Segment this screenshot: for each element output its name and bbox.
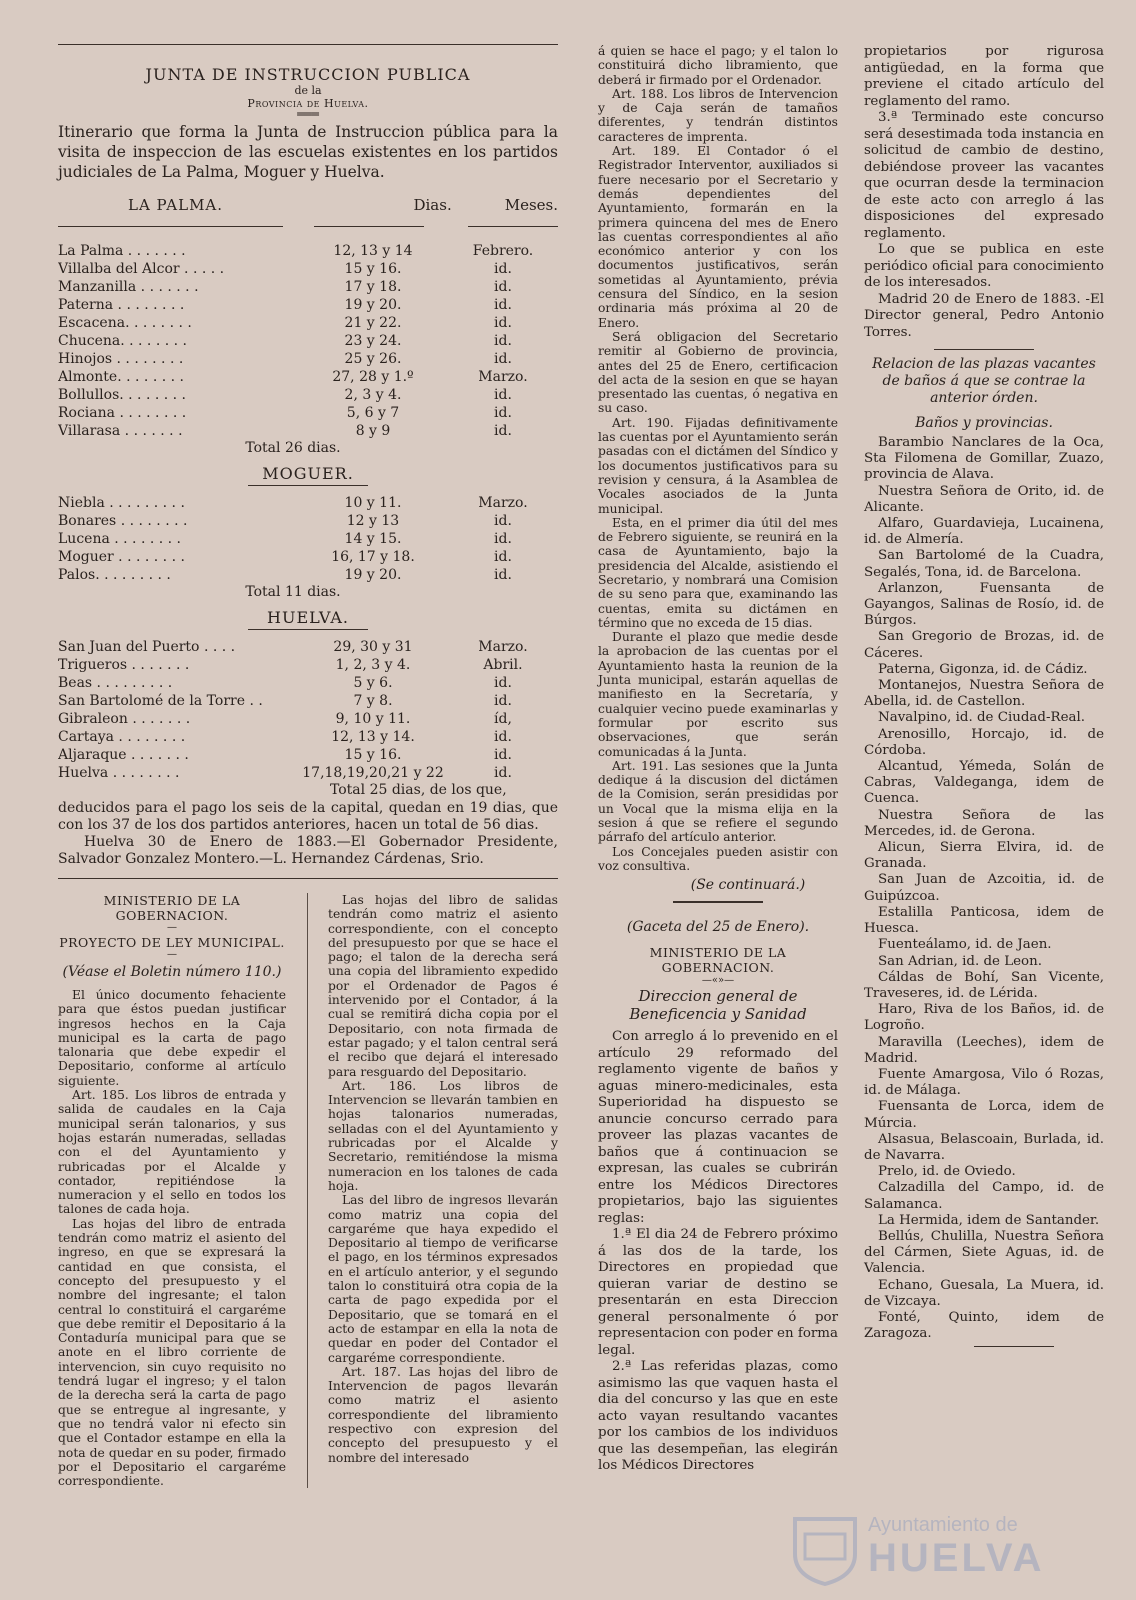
month-cell: id. [494,351,512,367]
month-cell: Marzo. [478,639,528,655]
days-cell: 14 y 15. [344,531,402,547]
place-cell: San Bartolomé de la Torre . . [58,693,263,709]
month-cell: Febrero. [472,243,534,259]
moguer-title: MOGUER. [262,464,354,483]
paragraph: Será obligacion del Secretario remitir al Gobierno de provincia, antes del 25 de Enero, certificacion del acta de la sesion en que se hayan presentado las cuentas, ó negativa en su caso. [598,329,838,416]
itinerary-signature: Huelva 30 de Enero de 1883.—El Gobernador Presidente, Salvador Gonzalez Montero.—L. Hernandez Cárdenas, Srio. [58,834,558,867]
itinerary-row [58,692,558,710]
itinerary-row [58,566,558,584]
month-cell: id. [494,297,512,313]
itinerary-row [58,548,558,566]
beneficencia-text [598,1029,838,1475]
place-cell: Beas . . . . . . . . . [58,675,173,691]
paragraph: Fuensanta de Lorca, idem de Múrcia. [864,1099,1104,1131]
days-cell: 15 y 16. [344,261,402,277]
watermark-line1: Ayuntamiento de [868,1514,1018,1536]
days-cell: 27, 28 y 1.º [332,369,414,385]
beneficencia-text-continued [864,44,1104,341]
paragraph: Esta, en el primer dia útil del mes de Febrero siguiente, se reunirá en la casa de Ayuntamiento, bajo la presidencia del Alcalde, asistiendo el Secretario, y nombrará una Comision de su seno para que, examinando las cuentas, emita su dictámen en término que no exceda de 15 dias. [598,515,838,630]
days-cell: 12, 13 y 14. [331,729,415,745]
ley-text-b [328,893,558,1465]
paragraph: Cáldas de Bohí, San Vicente, Traveseres, id. de Lérida. [864,969,1104,1001]
month-cell: id. [494,423,512,439]
place-cell: Moguer . . . . . . . . [58,549,185,565]
ornament: —«»— [701,975,735,987]
days-cell: 5, 6 y 7 [346,405,400,421]
paragraph: Con arreglo á lo prevenido en el artículo 29 reformado del reglamento vigente de baños y aguas minero-medicinales, esta Superioridad ha dispuesto se anuncie concurso cerrado para proveer las plazas vacantes de baños que á continuacion se expresan, las cuales se cubrirán entre los Médicos Directores propietarios, bajo las siguientes reglas: [598,1029,838,1226]
dash-ornament: — [167,922,177,933]
paragraph: San Gregorio de Brozas, id. de Cáceres. [864,629,1104,661]
place-cell: Aljaraque . . . . . . . [58,747,189,763]
junta-de-la: de la [294,84,322,97]
itinerary-row [58,710,558,728]
paragraph: Maravilla (Leeches), idem de Madrid. [864,1034,1104,1066]
month-cell: id. [494,693,512,709]
ley-columns [58,893,558,1488]
paragraph: Estalilla Panticosa, idem de Huesca. [864,904,1104,937]
place-cell: Rociana . . . . . . . . [58,405,187,421]
relacion-heading: Relacion de las plazas vacantes de baños á que se contrae la anterior órden. [872,356,1096,406]
place-cell: Trigueros . . . . . . . [58,657,190,673]
shield-icon [790,1514,860,1586]
paragraph: San Adrian, id. de Leon. [878,953,1042,969]
days-cell: 21 y 22. [344,315,402,331]
itinerary-row [58,260,558,278]
ley-col-a [58,893,286,1488]
place-cell: Huelva . . . . . . . . [58,765,180,781]
month-cell: id. [494,549,512,565]
paragraph: Montanejos, Nuestra Señora de Abella, id. de Castellon. [864,678,1104,710]
days-cell: 16, 17 y 18. [331,549,415,565]
huelva-rule [248,629,368,630]
days-cell: 19 y 20. [344,297,402,313]
paragraph: Paterna, Gigonza, id. de Cádiz. [878,661,1088,677]
paragraph: Art. 187. Las hojas del libro de Intervencion de pagos llevarán como matriz el asiento correspondiente del libramiento respectivo con expresion del concepto del presupuesto y el nombre del interesado [328,1364,558,1465]
paragraph: propietarios por rigurosa antigüedad, en la forma que previene el citado artículo del reglamento del ramo. [864,44,1104,109]
beneficencia-heading: Direccion general de Beneficencia y Sanidad [629,987,807,1024]
paragraph: Art. 190. Fijadas definitivamente las cuentas por el Ayuntamiento serán pasadas con el dictámen del Síndico y los documentos justificativos para su revision y censura, á la Asamblea de Vocales asociados de la Junta municipal. [598,415,838,516]
days-cell: 2, 3 y 4. [344,387,402,403]
itinerary-row [58,512,558,530]
paragraph: Las hojas del libro de entrada tendrán como matriz el asiento del ingreso, en que se expresará la cantidad en que consista, el concepto del presupuesto y el nombre del ingresante; el talon central lo constituirá el cargaréme que debe remitir el Depositario á la Contaduría municipal para que se anote en el libro corriente de intervencion, sin cuyo requisito no tendrá lugar el ingreso; y el talon de la derecha será la carta de pago que se entregue al ingresante, y que no tendrá valor ni efecto sin que el Contador estampe en ella la nota de quedar en su poder, firmado por el Depositario el cargaréme correspondiente. [58,1216,286,1489]
place-cell: Bollullos. . . . . . . . [58,387,187,403]
ayuntamiento-watermark [790,1510,1090,1590]
header-la-palma: LA PALMA. [128,196,224,214]
itinerary-row [58,368,558,386]
itinerary-row [58,530,558,548]
days-cell: 9, 10 y 11. [335,711,411,727]
month-cell: id. [494,675,512,691]
paragraph: Bellús, Chulilla, Nuestra Señora del Cármen, Siete Aguas, id. de Valencia. [864,1228,1104,1277]
place-cell: Villarasa . . . . . . . [58,423,183,439]
itinerary-row [58,314,558,332]
month-cell: id. [494,279,512,295]
itinerary-row [58,638,558,656]
continuara: (Se continuará.) [690,877,806,894]
days-cell: 10 y 11. [344,495,402,511]
total-huelva: Total 25 dias, de los que, [330,782,507,798]
days-cell: 29, 30 y 31 [333,639,413,655]
place-cell: Chucena. . . . . . . . [58,333,187,349]
paragraph: á quien se hace el pago; y el talon lo constituirá dicho libramiento, que deberá ir firmado por el Ordenador. [598,44,838,87]
itinerary-row [58,332,558,350]
itinerary-row [58,746,558,764]
paragraph: Fuenteálamo, id. de Jaen. [878,937,1052,953]
dash-ornament-2: — [167,949,177,960]
watermark-line2: HUELVA [868,1536,1045,1580]
month-cell: id. [494,747,512,763]
paragraph: 3.ª Terminado este concurso será desestimada toda instancia en solicitud de cambio de destino, debiéndose proveer las vacantes que ocurran desde la terminacion de este acto con arreglo á las disposiciones del expresado reglamento. [864,110,1104,241]
place-cell: Gibraleon . . . . . . . [58,711,191,727]
banos-list [864,435,1104,1342]
month-cell: id. [494,261,512,277]
divider-rule [673,901,763,903]
paragraph: El único documento fehaciente para que éstos puedan justificar ingresos hechos en la Caja municipal es la carta de pago talonaria que debe expedir el Depositario, conforme al artículo siguiente. [58,988,286,1088]
itinerary-row [58,278,558,296]
end-rule [974,1346,1054,1347]
total-moguer: Total 11 dias. [245,584,341,600]
days-cell: 19 y 20. [344,567,402,583]
paragraph: San Bartolomé de la Cuadra, Segalés, Tona, id. de Barcelona. [864,548,1104,580]
place-cell: La Palma . . . . . . . [58,243,186,259]
month-cell: id. [494,387,512,403]
beneficencia-ministry: MINISTERIO DE LA GOBERNACION. [649,945,787,976]
paragraph: Art. 188. Los libros de Intervencion y de Caja serán de tamaños diferentes, y tendrán distintos caracteres de imprenta. [598,86,838,144]
paragraph: Echano, Guesala, La Muera, id. de Vizcaya. [864,1277,1104,1309]
paragraph: 2.ª Las referidas plazas, como asimismo las que vaquen hasta el dia del concurso y las que en este acto vayan resultando vacantes por los cambios de los individuos que las desempeñan, las elegirán los Médicos Directores [598,1359,838,1474]
paragraph: La Hermida, idem de Santander. [878,1212,1100,1228]
paragraph: Haro, Riva de los Baños, id. de Logroño. [864,1002,1104,1034]
paragraph: Alicun, Sierra Elvira, id. de Granada. [864,840,1104,872]
place-cell: Paterna . . . . . . . . [58,297,185,313]
itinerary-row [58,674,558,692]
month-cell: Marzo. [478,495,528,511]
month-cell: id. [494,315,512,331]
month-cell: id. [494,405,512,421]
ley-col-b [328,893,558,1488]
itinerary-row [58,494,558,512]
days-cell: 5 y 6. [353,675,393,691]
top-rule [58,44,558,45]
relacion-rule [934,349,1034,350]
header-months: Meses. [504,196,558,214]
banos-column [864,44,1104,1347]
title-ornament: ═══ [297,107,319,121]
month-cell: id. [494,765,512,781]
place-cell: Almonte. . . . . . . . [58,369,184,385]
place-cell: Lucena . . . . . . . . [58,531,182,547]
huelva-title: HUELVA. [267,608,349,627]
paragraph: Nuestra Señora de las Mercedes, id. de Gerona. [864,807,1104,839]
huelva-table [58,638,558,782]
place-cell: Niebla . . . . . . . . . [58,495,185,511]
month-cell: id. [494,531,512,547]
itinerary-row [58,242,558,260]
itinerary-row [58,764,558,782]
days-cell: 8 y 9 [355,423,391,439]
paragraph: Fonté, Quinto, idem de Zaragoza. [864,1309,1104,1342]
itinerary-row [58,296,558,314]
month-cell: Abril. [483,657,523,673]
place-cell: Hinojos . . . . . . . . [58,351,184,367]
days-cell: 12 y 13 [346,513,400,529]
ley-note: (Véase el Boletin número 110.) [62,964,282,980]
itinerary-row [58,350,558,368]
days-cell: 17,18,19,20,21 y 22 [302,765,444,781]
paragraph: Nuestra Señora de Orito, id. de Alicante. [864,483,1104,515]
paragraph: Barambio Nanclares de la Oca, Sta Filomena de Gomillar, Zuazo, provincia de Alava. [864,435,1104,483]
paragraph: Alsasua, Belascoain, Burlada, id. de Navarra. [864,1131,1104,1163]
itinerary-row [58,422,558,440]
month-cell: id. [494,729,512,745]
paragraph: San Juan de Azcoitia, id. de Guipúzcoa. [864,872,1104,904]
itinerary-row [58,404,558,422]
ley-continuation-column [598,44,838,1475]
month-cell: id. [494,567,512,583]
days-cell: 12, 13 y 14 [333,243,413,259]
place-cell: Villalba del Alcor . . . . . [58,261,225,277]
paragraph: Calzadilla del Campo, id. de Salamanca. [864,1180,1104,1212]
junta-section [58,44,558,1488]
banos-title: Baños y provincias. [915,415,1053,431]
header-rules [58,214,558,228]
paragraph: Arenosillo, Horcajo, id. de Córdoba. [864,726,1104,758]
section-rule [58,878,558,879]
paragraph: Arlanzon, Fuensanta de Gayangos, Salinas de Rosío, id. de Búrgos. [864,580,1104,629]
total-la-palma: Total 26 dias. [245,440,341,456]
days-cell: 7 y 8. [353,693,393,709]
itinerary-row [58,386,558,404]
place-cell: Manzanilla . . . . . . . [58,279,199,295]
paragraph: Art. 189. El Contador ó el Registrador Interventor, auxiliados si fuere necesario por el Secretario y demás dependientes del Ayuntamiento, formarán en la primera quincena del mes de Enero las cuentas correspondientes al año económico anterior y con los documentos justificativos, serán sometidas al Ayuntamiento, prévia censura del Síndico, en la sesion ordinaria más próxima al 20 de Enero. [598,144,838,330]
la-palma-table [58,242,558,440]
place-cell: Cartaya . . . . . . . . [58,729,186,745]
place-cell: San Juan del Puerto . . . . [58,639,236,655]
paragraph: Los Concejales pueden asistir con voz consultiva. [598,844,838,873]
month-cell: Marzo. [478,369,528,385]
gaceta-ref: (Gaceta del 25 de Enero). [626,919,810,936]
paragraph: Prelo, id. de Oviedo. [878,1164,1016,1180]
junta-title: JUNTA DE INSTRUCCION PUBLICA [145,65,471,84]
itinerary-row [58,728,558,746]
moguer-rule [248,485,368,486]
moguer-table [58,494,558,584]
paragraph: Alfaro, Guardavieja, Lucainena, id. de Almería. [864,516,1104,548]
junta-province: Provincia de Huelva. [247,97,369,110]
header-days: Dias. [413,196,452,214]
paragraph: Las hojas del libro de salidas tendrán como matriz el asiento correspondiente, con el concepto del presupuesto por que se hace el pago; el talon de la derecha será una copia del libramiento expedido por el Ordenador de Pagos é intervenido por el Contador, á la cual se remitirá dicha copia por el Depositario, con nota firmada de estar pagado; y el talon central será el recibo que dejará el interesado para resguardo del Depositario. [328,893,558,1079]
itinerary-row [58,656,558,674]
month-cell: id. [494,513,512,529]
paragraph: Lo que se publica en este periódico oficial para conocimiento de los interesados. [864,242,1104,290]
paragraph: Navalpino, id. de Ciudad-Real. [878,710,1086,726]
month-cell: id. [494,333,512,349]
ley-text-c [598,44,838,873]
paragraph: Alcantud, Yémeda, Solán de Cabras, Valdeganga, idem de Cuenca. [864,759,1104,807]
paragraph: Las del libro de ingresos llevarán como matriz una copia del cargaréme que haya expedido el Depositario al tiempo de verificarse el pago, en los términos expresados en el artículo anterior, y el segundo talon lo constituirá otra copia de la carta de pago expedida por el Depositario, que se tomará en el acto de estampar en ella la nota de quedar en poder del Contador el cargaréme correspondiente. [328,1193,558,1365]
paragraph: Art. 191. Las sesiones que la Junta dedique á la discusion del dictámen de la Comision, serán presididas por un Vocal que la misma elija en la sesion á que se refiere el segundo párrafo del artículo anterior. [598,758,838,845]
itinerary-intro: Itinerario que forma la Junta de Instruccion pública para la visita de inspeccion de las escuelas existentes en los partidos judiciales de La Palma, Moguer y Huelva. [58,123,558,181]
itinerary-header [58,196,558,214]
days-cell: 23 y 24. [344,333,402,349]
ley-project: PROYECTO DE LEY MUNICIPAL. [59,935,285,950]
itinerary-closing: deducidos para el pago los seis de la capital, quedan en 19 dias, que con los 37 de los dos partidos anteriores, hacen un total de 56 dias. [58,800,558,833]
paragraph: Fuente Amargosa, Vilo ó Rozas, id. de Málaga. [864,1066,1104,1099]
place-cell: Escacena. . . . . . . . [58,315,192,331]
ley-ministry: MINISTERIO DE LA GOBERNACION. [103,893,241,923]
paragraph: 1.ª El dia 24 de Febrero próximo á las dos de la tarde, los Directores en propiedad que quieran variar de destino se presentarán en esta Direccion general personalmente ó por representacion con poder en forma legal. [598,1227,838,1358]
column-divider [307,893,308,1488]
days-cell: 17 y 18. [344,279,402,295]
ley-text-a [58,988,286,1488]
month-cell: íd, [494,711,512,727]
paragraph: Art. 185. Los libros de entrada y salida de caudales en la Caja municipal serán talonarios, y sus hojas estarán numeradas, selladas con el del Ayuntamiento y rubricadas por el Alcalde y contador, repitiéndose la numeracion y el sello en todos los talones de cada hoja. [58,1088,286,1217]
days-cell: 25 y 26. [344,351,402,367]
place-cell: Palos. . . . . . . . . [58,567,171,583]
paragraph: Durante el plazo que medie desde la aprobacion de las cuentas por el Ayuntamiento hasta la reunion de la Junta municipal, estarán aquellas de manifiesto en la Secretaría, y cualquier vecino puede examinarlas y formular por escrito sus observaciones, que serán comunicadas á la Junta. [598,630,838,759]
place-cell: Bonares . . . . . . . . [58,513,188,529]
paragraph: Madrid 20 de Enero de 1883. -El Director general, Pedro Antonio Torres. [864,291,1104,340]
paragraph: Art. 186. Los libros de Intervencion se llevarán tambien en hojas talonarios numeradas, selladas con el del Ayuntamiento y rubricadas por el Alcalde y Secretario, remitiéndose la misma numeracion en los talones de cada hoja. [328,1078,558,1193]
days-cell: 1, 2, 3 y 4. [335,657,411,673]
days-cell: 15 y 16. [344,747,402,763]
